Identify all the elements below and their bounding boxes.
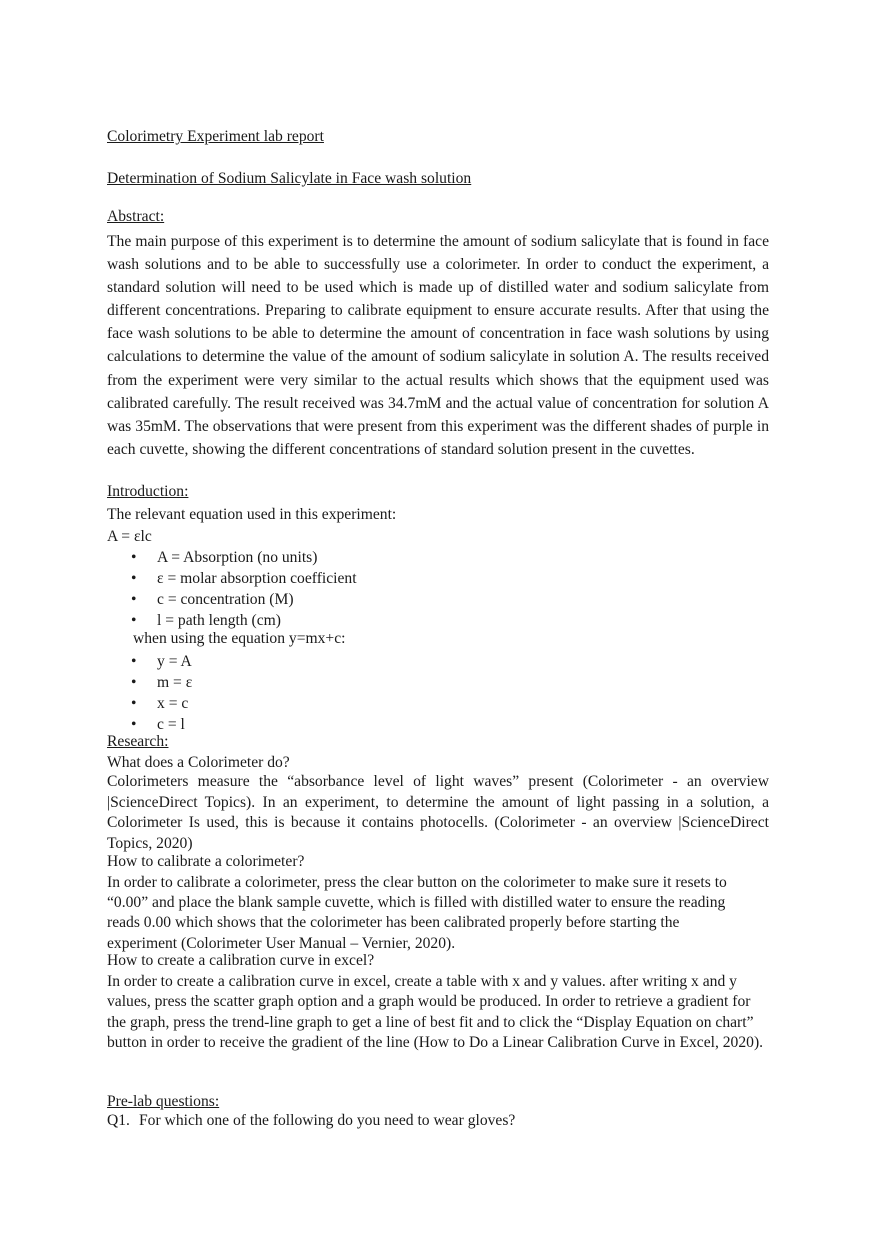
bullet-icon: • (131, 695, 137, 712)
prelab-heading: Pre-lab questions: (107, 1093, 220, 1110)
list-item-text: y = A (157, 653, 192, 670)
introduction-heading: Introduction: (107, 483, 189, 500)
equation-terms-list (107, 547, 357, 631)
document-subtitle: Determination of Sodium Salicylate in Face wash solution (107, 170, 472, 187)
list-item (107, 568, 357, 589)
research-answer-3: In order to create a calibration curve in excel, create a table with x and y values. after writing x and y values, press the scatter graph option and a graph would be produced. In order to retrieve a gradient for the graph, press the trend-line graph to get a line of best fit and to click the “Display Equation on chart” button in order to receive the gradient of the line (How to Do a Linear Calibration Curve in Excel, 2020). (107, 973, 764, 1051)
research-question-3: How to create a calibration curve in excel? (107, 952, 375, 969)
beer-lambert-equation: A = εlc (107, 528, 152, 545)
bullet-icon: • (131, 549, 137, 566)
list-item (107, 589, 357, 610)
abstract-heading: Abstract: (107, 208, 165, 225)
list-item (107, 714, 192, 735)
bullet-icon: • (131, 716, 137, 733)
bullet-icon: • (131, 570, 137, 587)
prelab-question-1 (107, 1112, 769, 1130)
question-number: Q1. (107, 1112, 130, 1129)
list-item (107, 672, 192, 693)
list-item-text: l = path length (cm) (157, 612, 281, 629)
research-question-1: What does a Colorimeter do? (107, 754, 290, 771)
list-item-text: A = Absorption (no units) (157, 549, 318, 566)
linear-equation-note: when using the equation y=mx+c: (133, 630, 346, 647)
abstract-paragraph: The main purpose of this experiment is to determine the amount of sodium salicylate that is found in face wash solutions and to be able to successfully use a colorimeter. In order to conduct the experiment, a standard solution will need to be used which is made up of distilled water and sodium salicylate from different concentrations. Preparing to calibrate equipment to ensure accurate results. After that using the face wash solutions to be able to determine the amount of concentration in face wash solutions by using calculations to determine the value of the amount of sodium salicylate in solution A. The results received from the experiment were very similar to the actual results which shows that the equipment used was calibrated carefully. The result received was 34.7mM and the actual value of concentration for solution A was 35mM. The observations that were present from this experiment was the different shades of purple in each cuvette, showing the different concentrations of standard solution present in the cuvettes. (107, 233, 769, 458)
list-item-text: m = ε (157, 674, 193, 691)
bullet-icon: • (131, 653, 137, 670)
research-answer-1: Colorimeters measure the “absorbance level of light waves” present (Colorimeter - an overview |ScienceDirect Topics). In an experiment, to determine the amount of light passing in a solution, a Colorimeter Is used, this is because it contains photocells. (Colorimeter - an overview |ScienceDirect Topics, 2020) (107, 773, 769, 852)
list-item (107, 693, 192, 714)
document-title: Colorimetry Experiment lab report (107, 128, 324, 145)
list-item (107, 651, 192, 672)
list-item-text: ε = molar absorption coefficient (157, 570, 357, 587)
linear-mapping-list (107, 651, 192, 735)
research-question-2: How to calibrate a colorimeter? (107, 853, 305, 870)
bullet-icon: • (131, 612, 137, 629)
list-item-text: c = concentration (M) (157, 591, 294, 608)
list-item-text: c = l (157, 716, 185, 733)
list-item (107, 547, 357, 568)
introduction-lead: The relevant equation used in this experiment: (107, 506, 397, 523)
question-text: For which one of the following do you need to wear gloves? (139, 1112, 516, 1129)
list-item (107, 610, 357, 631)
research-heading: Research: (107, 733, 169, 750)
bullet-icon: • (131, 674, 137, 691)
bullet-icon: • (131, 591, 137, 608)
list-item-text: x = c (157, 695, 189, 712)
research-answer-2: In order to calibrate a colorimeter, press the clear button on the colorimeter to make sure it resets to “0.00” and place the blank sample cuvette, which is filled with distilled water to ensure the reading reads 0.00 which shows that the colorimeter has been calibrated properly before starting the experiment (Colorimeter User Manual – Vernier, 2020). (107, 874, 727, 952)
